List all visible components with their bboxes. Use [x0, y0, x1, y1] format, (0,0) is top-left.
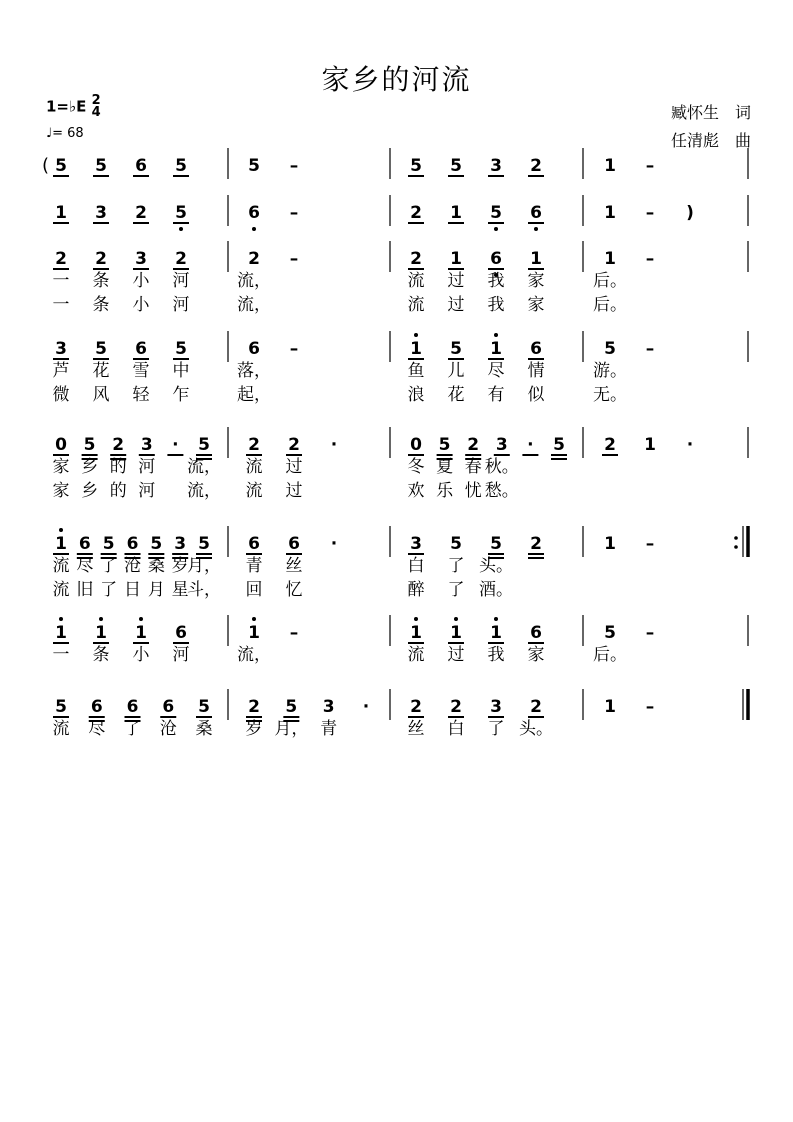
- lyric-char: 冬: [407, 457, 425, 477]
- note: 2: [410, 697, 422, 717]
- lyric-char: 月，: [187, 556, 221, 576]
- lyric-char: 条: [92, 271, 110, 291]
- lyric-char: 夏: [436, 457, 454, 477]
- lyric-char: 流，: [187, 481, 221, 501]
- note: 6: [530, 203, 542, 223]
- lyric-char: 过: [447, 271, 465, 291]
- note: 5: [83, 435, 96, 455]
- time-signature-lower: 4: [91, 105, 101, 120]
- lyric-char: 流: [407, 645, 425, 665]
- lyric-char: 醉: [407, 580, 425, 600]
- lyric-char: 忧: [464, 481, 482, 501]
- lyric-char: 小: [132, 271, 150, 291]
- note: 2: [288, 435, 300, 455]
- note: 6: [135, 156, 147, 176]
- note: ·: [686, 435, 694, 455]
- note: 6: [248, 203, 260, 223]
- octave-dot-high: [252, 617, 256, 621]
- lyric-char: 酒。: [479, 580, 513, 600]
- lyric-char: 欢: [407, 481, 425, 501]
- note: 5: [102, 534, 115, 554]
- note: 6: [248, 534, 260, 554]
- lyric-char: 似: [527, 385, 545, 405]
- time-signature-upper: 2: [91, 93, 101, 108]
- key-label: 1=♭E: [46, 97, 87, 116]
- lyric-char: 家: [527, 295, 545, 315]
- note: 1: [248, 623, 260, 643]
- note: 2: [248, 435, 260, 455]
- lyric-char: 芦: [52, 361, 70, 381]
- note: 6: [175, 623, 187, 643]
- note: ·: [172, 435, 179, 455]
- note: 6: [90, 697, 103, 717]
- octave-dot-high: [414, 333, 418, 337]
- note: 1: [55, 534, 67, 554]
- lyric-char: 了: [487, 719, 505, 739]
- lyric-char: 一: [52, 645, 70, 665]
- note: 5: [198, 697, 210, 717]
- note: 5: [450, 156, 462, 176]
- note: 5: [150, 534, 163, 554]
- note: 2: [450, 697, 462, 717]
- lyric-char: 回: [245, 580, 263, 600]
- note: ·: [330, 435, 338, 455]
- note: –: [645, 623, 655, 643]
- lyric-char: 河: [172, 295, 190, 315]
- note: 1: [450, 623, 462, 643]
- lyric-char: 条: [92, 295, 110, 315]
- lyricist-credit: 臧怀生 词: [670, 103, 751, 122]
- composer-credit: 任清彪 曲: [670, 131, 751, 150]
- note: –: [289, 623, 299, 643]
- note: 1: [490, 623, 502, 643]
- octave-dot-high: [59, 617, 63, 621]
- lyric-char: 流，: [187, 457, 221, 477]
- lyric-char: 忆: [285, 580, 303, 600]
- note: ·: [362, 697, 370, 717]
- note: 1: [530, 249, 542, 269]
- song-title: 家乡的河流: [321, 63, 472, 96]
- lyric-char: 丝: [407, 719, 425, 739]
- octave-dot-high: [454, 617, 458, 621]
- lyric-char: 过: [285, 457, 303, 477]
- lyric-char: 流，: [237, 271, 271, 291]
- note: 3: [135, 249, 147, 269]
- note: 1: [604, 697, 616, 717]
- lyric-char: 青: [245, 556, 263, 576]
- note: ·: [330, 534, 338, 554]
- note: 5: [604, 623, 616, 643]
- lyric-char: 无。: [593, 385, 627, 405]
- note: 5: [175, 339, 187, 359]
- lyric-char: 了: [447, 580, 465, 600]
- note: 2: [410, 203, 422, 223]
- note: 3: [55, 339, 67, 359]
- lyric-char: 落，: [237, 361, 271, 381]
- note: –: [289, 203, 299, 223]
- lyric-char: 一: [52, 295, 70, 315]
- note: 5: [285, 697, 298, 717]
- lyric-char: 尽: [76, 556, 94, 576]
- note: 5: [553, 435, 565, 455]
- note: 5: [95, 339, 107, 359]
- note: 3: [490, 697, 502, 717]
- lyric-char: 情: [527, 361, 545, 381]
- note: 6: [78, 534, 91, 554]
- lyric-char: 月，: [274, 719, 309, 739]
- lyric-char: 桑: [147, 556, 165, 576]
- lyric-char: 后。: [593, 295, 627, 315]
- note: 3: [95, 203, 107, 223]
- lyric-char: 流: [52, 719, 70, 739]
- octave-dot-high: [99, 617, 103, 621]
- lyric-char: 风: [92, 385, 110, 405]
- lyric-char: 流: [245, 457, 263, 477]
- note: 3: [495, 435, 508, 455]
- lyric-char: 鱼: [407, 361, 425, 381]
- note: 1: [604, 203, 616, 223]
- note: 1: [604, 156, 616, 176]
- note: 1: [450, 249, 462, 269]
- note: 1: [604, 249, 616, 269]
- note: –: [289, 156, 299, 176]
- lyric-char: 尽: [88, 719, 106, 739]
- lyric-char: 沧: [124, 556, 141, 576]
- note: 2: [248, 697, 260, 717]
- repeat-dot: [734, 536, 738, 540]
- note: 3: [174, 534, 187, 554]
- octave-dot-high: [494, 333, 498, 337]
- note: –: [645, 697, 655, 717]
- lyric-char: 青: [320, 719, 338, 739]
- note: 6: [126, 697, 139, 717]
- lyric-char: 星: [171, 580, 189, 600]
- octave-dot-high: [414, 617, 418, 621]
- octave-dot-high: [494, 617, 498, 621]
- lyric-char: 头。: [479, 556, 513, 576]
- lyric-char: 的: [109, 457, 127, 477]
- note: 1: [95, 623, 107, 643]
- lyric-char: 小: [132, 295, 150, 315]
- lyric-char: 小: [132, 645, 150, 665]
- note: 2: [604, 435, 616, 455]
- note: 2: [248, 249, 260, 269]
- note: 2: [467, 435, 480, 455]
- note: 2: [530, 156, 542, 176]
- lyric-char: 岁: [245, 719, 263, 739]
- repeat-dot: [734, 545, 738, 549]
- lyric-char: 河: [172, 271, 190, 291]
- note: 5: [55, 156, 67, 176]
- note: –: [645, 156, 655, 176]
- note: 2: [410, 249, 422, 269]
- lyric-char: 一: [52, 271, 70, 291]
- octave-dot-low: [494, 227, 498, 231]
- note: 5: [248, 156, 260, 176]
- note: 3: [410, 534, 422, 554]
- lyric-char: 白: [407, 556, 425, 576]
- lyric-char: 春: [464, 457, 482, 477]
- lyric-char: 头。: [519, 719, 553, 739]
- note: 1: [410, 623, 422, 643]
- note: –: [289, 249, 299, 269]
- note: 0: [55, 435, 67, 455]
- lyric-char: 微: [52, 385, 70, 405]
- note: 6: [530, 623, 542, 643]
- note: 2: [530, 697, 542, 717]
- lyric-char: 乍: [172, 385, 190, 405]
- lyric-char: 后。: [593, 645, 627, 665]
- note: 1: [450, 203, 462, 223]
- lyric-char: 尽: [487, 361, 505, 381]
- lyric-char: 流: [52, 556, 70, 576]
- note: 5: [198, 534, 210, 554]
- note: 2: [95, 249, 107, 269]
- note: 5: [95, 156, 107, 176]
- lyric-char: 流，: [237, 645, 271, 665]
- note: 2: [530, 534, 542, 554]
- note: 6: [288, 534, 300, 554]
- note: 1: [410, 339, 422, 359]
- note: 3: [490, 156, 502, 176]
- lyric-char: 游。: [593, 361, 627, 381]
- lyric-char: 我: [487, 645, 505, 665]
- lyric-char: 沧: [159, 719, 177, 739]
- lyric-char: 中: [172, 361, 190, 381]
- note: 1: [55, 203, 67, 223]
- lyric-char: 流，: [237, 295, 271, 315]
- lyric-char: 了: [100, 580, 118, 600]
- note: 1: [55, 623, 67, 643]
- note: –: [645, 534, 655, 554]
- note: ·: [527, 435, 534, 455]
- lyric-char: 岁: [171, 556, 189, 576]
- lyric-char: 家: [527, 645, 545, 665]
- octave-dot-low: [534, 227, 538, 231]
- lyric-char: 花: [92, 361, 110, 381]
- note: 6: [135, 339, 147, 359]
- note: 6: [162, 697, 175, 717]
- lyric-char: 流: [407, 271, 425, 291]
- lyric-char: 家: [527, 271, 545, 291]
- lyric-char: 流: [52, 580, 70, 600]
- lyric-char: 轻: [132, 385, 150, 405]
- lyric-char: 家: [52, 481, 70, 501]
- octave-dot-high: [59, 528, 63, 532]
- note: 5: [410, 156, 422, 176]
- lyric-char: 条: [92, 645, 110, 665]
- note: 2: [135, 203, 147, 223]
- note: 0: [410, 435, 422, 455]
- lyric-char: 河: [138, 481, 156, 501]
- note: 1: [604, 534, 616, 554]
- lyric-char: 起，: [237, 385, 271, 405]
- lyric-char: 花: [447, 385, 465, 405]
- tempo-mark: ♩= 68: [46, 126, 84, 141]
- lyric-char: 月: [147, 580, 165, 600]
- lyric-char: 河: [172, 645, 190, 665]
- lyric-char: 乡: [81, 457, 99, 477]
- note: 5: [604, 339, 616, 359]
- lyric-char: 了: [447, 556, 465, 576]
- lyric-char: 乐: [436, 481, 454, 501]
- note: 1: [135, 623, 147, 643]
- lyric-char: 桑: [195, 719, 213, 739]
- note: –: [645, 203, 655, 223]
- octave-dot-low: [179, 227, 183, 231]
- note: 5: [490, 534, 502, 554]
- note: 5: [438, 435, 451, 455]
- lyric-char: 旧: [76, 580, 94, 600]
- lyric-char: 流: [245, 481, 263, 501]
- note: 5: [175, 203, 187, 223]
- lyric-char: 秋。: [484, 457, 519, 477]
- note: 6: [530, 339, 542, 359]
- note: –: [645, 249, 655, 269]
- lyric-char: 白: [447, 719, 465, 739]
- note: ): [686, 203, 694, 223]
- octave-dot-high: [139, 617, 143, 621]
- lyric-char: 过: [447, 645, 465, 665]
- lyric-char: 日: [124, 580, 141, 600]
- note: 2: [55, 249, 67, 269]
- lyric-char: 有: [487, 385, 505, 405]
- note: 5: [198, 435, 210, 455]
- lyric-char: 儿: [447, 361, 465, 381]
- lyric-char: 丝: [285, 556, 303, 576]
- lyric-char: 浪: [407, 385, 425, 405]
- lyric-char: 过: [285, 481, 303, 501]
- lyric-char: 斗，: [187, 580, 221, 600]
- note: 6: [490, 249, 502, 269]
- lyric-char: 乡: [81, 481, 99, 501]
- note: 1: [644, 435, 656, 455]
- lyric-char: 雪: [132, 361, 150, 381]
- note: 3: [140, 435, 153, 455]
- note: 2: [112, 435, 125, 455]
- lyric-char: 了: [100, 556, 118, 576]
- note: 5: [175, 156, 187, 176]
- note: 2: [175, 249, 187, 269]
- lyric-char: 过: [447, 295, 465, 315]
- lyric-char: 的: [109, 481, 127, 501]
- octave-dot-low: [252, 227, 256, 231]
- lyric-char: 了: [124, 719, 141, 739]
- note: –: [645, 339, 655, 359]
- note: 5: [55, 697, 67, 717]
- note: 5: [450, 534, 462, 554]
- note: 3: [322, 697, 335, 717]
- lyric-char: 愁。: [484, 481, 519, 501]
- note: 5: [490, 203, 502, 223]
- lyric-char: 后。: [593, 271, 627, 291]
- lyric-char: 家: [52, 457, 70, 477]
- note: 5: [450, 339, 462, 359]
- note: –: [289, 339, 299, 359]
- open-paren: (: [42, 155, 50, 176]
- lyric-char: 流: [407, 295, 425, 315]
- note: 6: [248, 339, 260, 359]
- note: 6: [126, 534, 139, 554]
- lyric-char: 我: [487, 295, 505, 315]
- lyric-char: 我: [487, 271, 505, 291]
- note: 1: [490, 339, 502, 359]
- lyric-char: 河: [138, 457, 156, 477]
